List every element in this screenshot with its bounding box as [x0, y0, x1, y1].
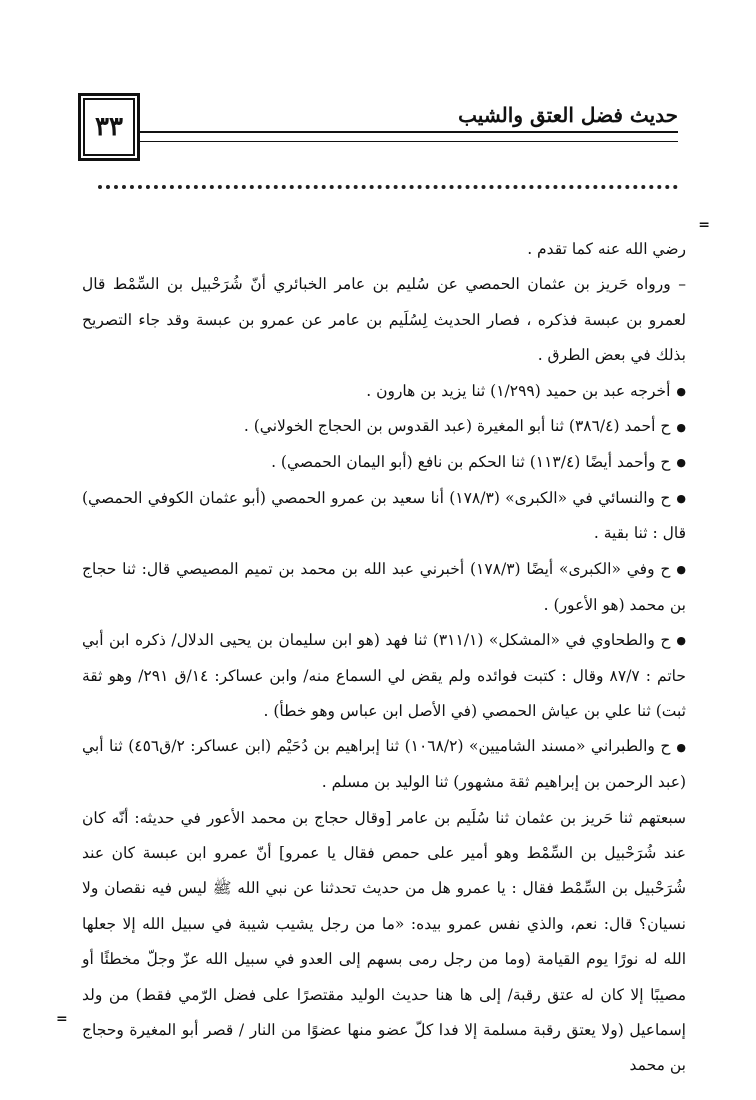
header-rule — [140, 131, 678, 142]
paragraph-text: ح والنسائي في «الكبرى» (١٧٨/٣) أنا سعيد بن عمرو الحمصي (أبو عثمان الكوفي الحمصي) قال : ثنا بقية . — [82, 488, 686, 543]
page-number — [78, 93, 140, 161]
dotted-divider — [98, 185, 678, 189]
footnote-body — [82, 232, 686, 1084]
paragraph-text: ح أحمد (٣٨٦/٤) ثنا أبو المغيرة (عبد القدوس بن الحجاج الخولاني) . — [243, 417, 671, 436]
bullet-paragraph — [82, 374, 686, 410]
paragraph — [82, 232, 686, 267]
paragraph-text: ح والطحاوي في «المشكل» (٣١١/١) ثنا فهد (هو ابن سليمان بن يحيى الدلال/ ذكره ابن أبي حاتم : ٨٧/٧ وقال : كتبت فوائده ولم يقض لي السماع منه/ وابن عساكر: ١٤/ق ٢٩١/ وهو ثقة ثبت) ثنا علي بن عياش الحمصي (في الأصل ابن عباس وهو خطأ) . — [82, 630, 686, 721]
page-number-text: ٣٣ — [95, 112, 123, 142]
continuation-mark-bottom: = — [56, 1011, 68, 1027]
bullet-icon: ● — [676, 634, 687, 648]
paragraph — [82, 801, 686, 1084]
bullet-icon: ● — [676, 563, 686, 577]
running-header-title: حديث فضل العتق والشيب — [458, 103, 678, 127]
paragraph-text: – ورواه حَريز بن عثمان الحمصي عن سُليم بن عامر الخبائري أنّ شُرَحْبيل بن السِّمْط قال لعمرو بن عبسة فذكره ، فصار الحديث لِسُلَيم بن عامر عن عمرو بن عبسة وقد جاء التصريح بذلك في بعض الطرق . — [82, 275, 686, 365]
paragraph-text: ح وأحمد أيضًا (١١٣/٤) ثنا الحكم بن نافع (أبو اليمان الحمصي) . — [271, 453, 671, 472]
bullet-icon: ● — [676, 420, 686, 434]
bullet-icon: ● — [676, 384, 686, 398]
bullet-icon: ● — [676, 456, 686, 470]
paragraph-text: رضي الله عنه كما تقدم . — [527, 240, 686, 258]
bullet-paragraph — [82, 409, 686, 445]
bullet-icon: ● — [676, 492, 686, 506]
paragraph-text: ح وفي «الكبرى» أيضًا (١٧٨/٣) أخبرني عبد الله بن محمد بن تميم المصيصي قال: ثنا حجاج بن محمد (هو الأعور) . — [82, 559, 686, 614]
continuation-mark-top: = — [698, 217, 710, 233]
bullet-paragraph — [82, 445, 686, 481]
bullet-icon: ● — [676, 740, 687, 754]
bullet-paragraph — [82, 623, 686, 730]
bullet-paragraph — [82, 481, 686, 552]
bullet-paragraph — [82, 729, 686, 800]
paragraph-text: سبعتهم ثنا حَريز بن عثمان ثنا سُلَيم بن عامر [وقال حجاج بن محمد الأعور في حديثه: أنّه كان عند شُرَحْبيل بن السِّمْط وهو أمير على حمص فقال يا عمرو] أنّ عمرو ابن عبسة كان عند شُرَحْبيل بن السِّمْط فقال : يا عمرو هل من حديث تحدثنا عن نبي الله ﷺ ليس فيه نقصان ولا نسيان؟ قال: نعم، والذي نفس عمرو بيده: «ما من رجل يشيب شيبة في سبيل الله إلا جعلها الله له نورًا يوم القيامة (وما من رجل رمى بسهم إلى العدو في سبيل الله عزّ وجلّ مخطئًا أو مصيبًا إلا كان له عتق رقبة/ إلى ها هنا حديث الوليد مقتصرًا على فضل الرّمي فقط) من ولد إسماعيل (ولا يعتق رقبة مسلمة إلا فدا كلّ عضو منها عضوًا من النار / قصر أبو المغيرة وحجاج بن محمد — [82, 808, 686, 1075]
bullet-paragraph — [82, 552, 686, 623]
paragraph — [82, 267, 686, 373]
paragraph-text: أخرجه عبد بن حميد (١/٢٩٩) ثنا يزيد بن هارون . — [366, 381, 671, 400]
paragraph-text: ح والطبراني «مسند الشاميين» (١٠٦٨/٢) ثنا إبراهيم بن دُحَيْم (ابن عساكر: ٢/ق٤٥٦) ثنا أبي (عبد الرحمن بن إبراهيم ثقة مشهور) ثنا الوليد بن مسلم . — [82, 737, 686, 792]
